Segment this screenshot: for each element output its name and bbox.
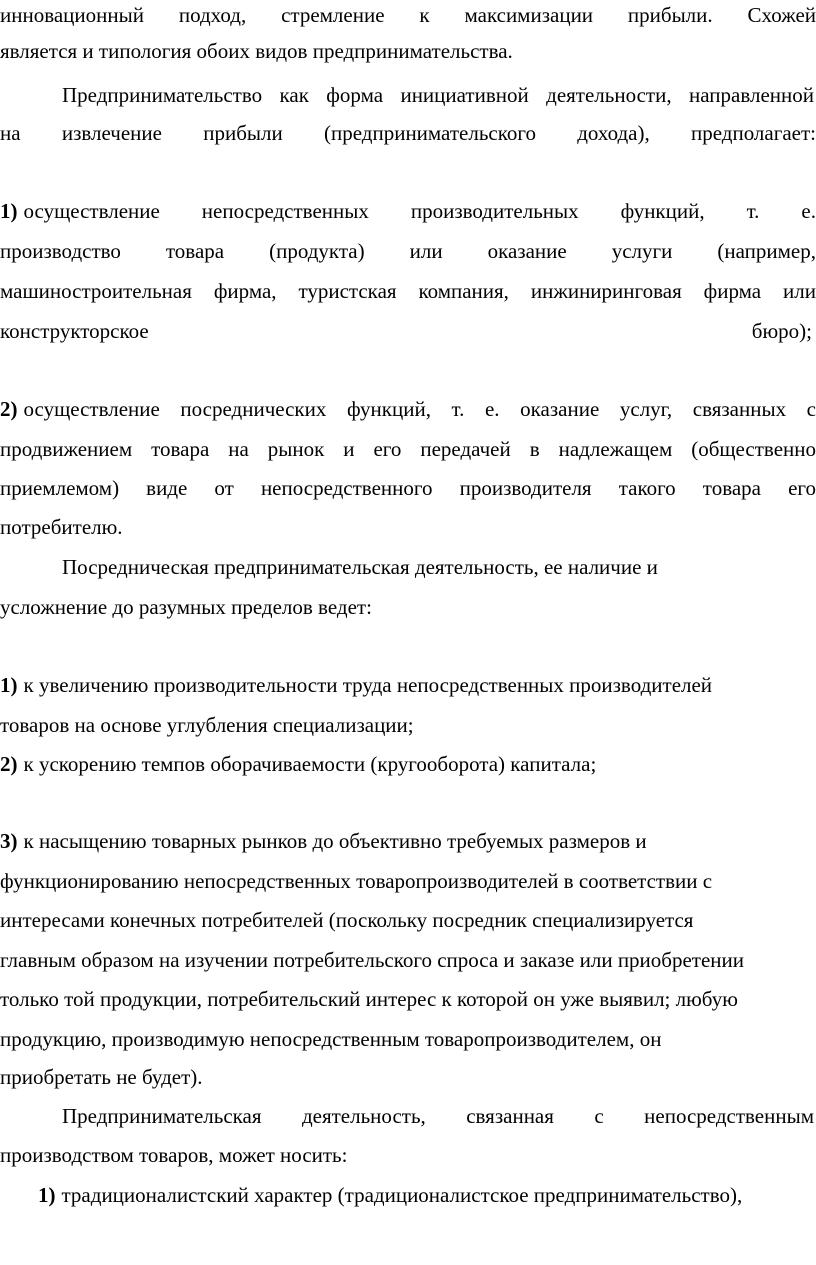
list-number: 2) xyxy=(0,397,18,421)
paragraph-line: продвижением товара на рынок и его передачей в надлежащем (общественно xyxy=(0,437,816,461)
paragraph-line: Предпринимательская деятельность, связанная с непосредственным xyxy=(62,1104,814,1128)
paragraph-line: потребителю. xyxy=(0,515,123,539)
paragraph-line xyxy=(0,312,816,350)
list-number: 1) xyxy=(0,673,18,697)
list-item-text: к насыщению товарных рынков до объективно требуемых размеров и xyxy=(23,829,647,853)
list-item-1 xyxy=(0,666,816,704)
list-item-text: к увеличению производительности труда непосредственных производителей xyxy=(23,673,713,697)
list-item-1 xyxy=(38,1176,816,1214)
list-item-1 xyxy=(0,192,816,230)
list-item-text: осуществление посреднических функций, т. е. оказание услуг, связанных с xyxy=(23,397,816,421)
paragraph-line: производство товара (продукта) или оказание услуги (например, xyxy=(0,239,816,263)
paragraph-line: инновационный подход, стремление к максимизации прибыли. Схожей xyxy=(0,3,816,27)
paragraph-line: товаров на основе углубления специализации; xyxy=(0,713,414,737)
paragraph-line: только той продукции, потребительский интерес к которой он уже выявил; любую xyxy=(0,987,738,1011)
paragraph-line: приобретать не будет). xyxy=(0,1065,203,1089)
paragraph-line: продукцию, производимую непосредственным товаропроизводителем, он xyxy=(0,1027,662,1051)
paragraph-line: Предпринимательство как форма инициативной деятельности, направленной xyxy=(62,83,814,107)
paragraph-line: на извлечение прибыли (предпринимательского дохода), предполагает: xyxy=(0,121,816,145)
paragraph-line: приемлемом) виде от непосредственного производителя такого товара его xyxy=(0,476,816,500)
list-number: 1) xyxy=(0,199,18,223)
list-item-text: традиционалистский характер (традиционалистское предпринимательство), xyxy=(61,1183,743,1207)
list-item-3 xyxy=(0,822,816,860)
paragraph-line: машиностроительная фирма, туристская компания, инжиниринговая фирма или xyxy=(0,279,816,303)
line-start: конструкторское xyxy=(0,319,149,343)
paragraph-line: производством товаров, может носить: xyxy=(0,1143,348,1167)
list-item-text: осуществление непосредственных производительных функций, т. е. xyxy=(23,199,816,223)
list-number: 3) xyxy=(0,829,18,853)
list-number: 2) xyxy=(0,752,18,776)
paragraph-line: усложнение до разумных пределов ведет: xyxy=(0,595,372,619)
paragraph-line: интересами конечных потребителей (поскольку посредник специализируется xyxy=(0,908,694,932)
list-item-2 xyxy=(0,390,816,428)
list-number: 1) xyxy=(38,1183,56,1207)
paragraph-line: Посредническая предпринимательская деятельность, ее наличие и xyxy=(62,555,658,579)
paragraph-line: функционированию непосредственных товаропроизводителей в соответствии с xyxy=(0,869,713,893)
list-item-text: к ускорению темпов оборачиваемости (кругооборота) капитала; xyxy=(23,752,597,776)
list-item-2 xyxy=(0,745,816,783)
paragraph-line: главным образом на изучении потребительского спроса и заказе или приобретении xyxy=(0,948,745,972)
paragraph-line: является и типология обоих видов предпринимательства. xyxy=(0,39,513,63)
line-end: бюро); xyxy=(751,319,812,343)
